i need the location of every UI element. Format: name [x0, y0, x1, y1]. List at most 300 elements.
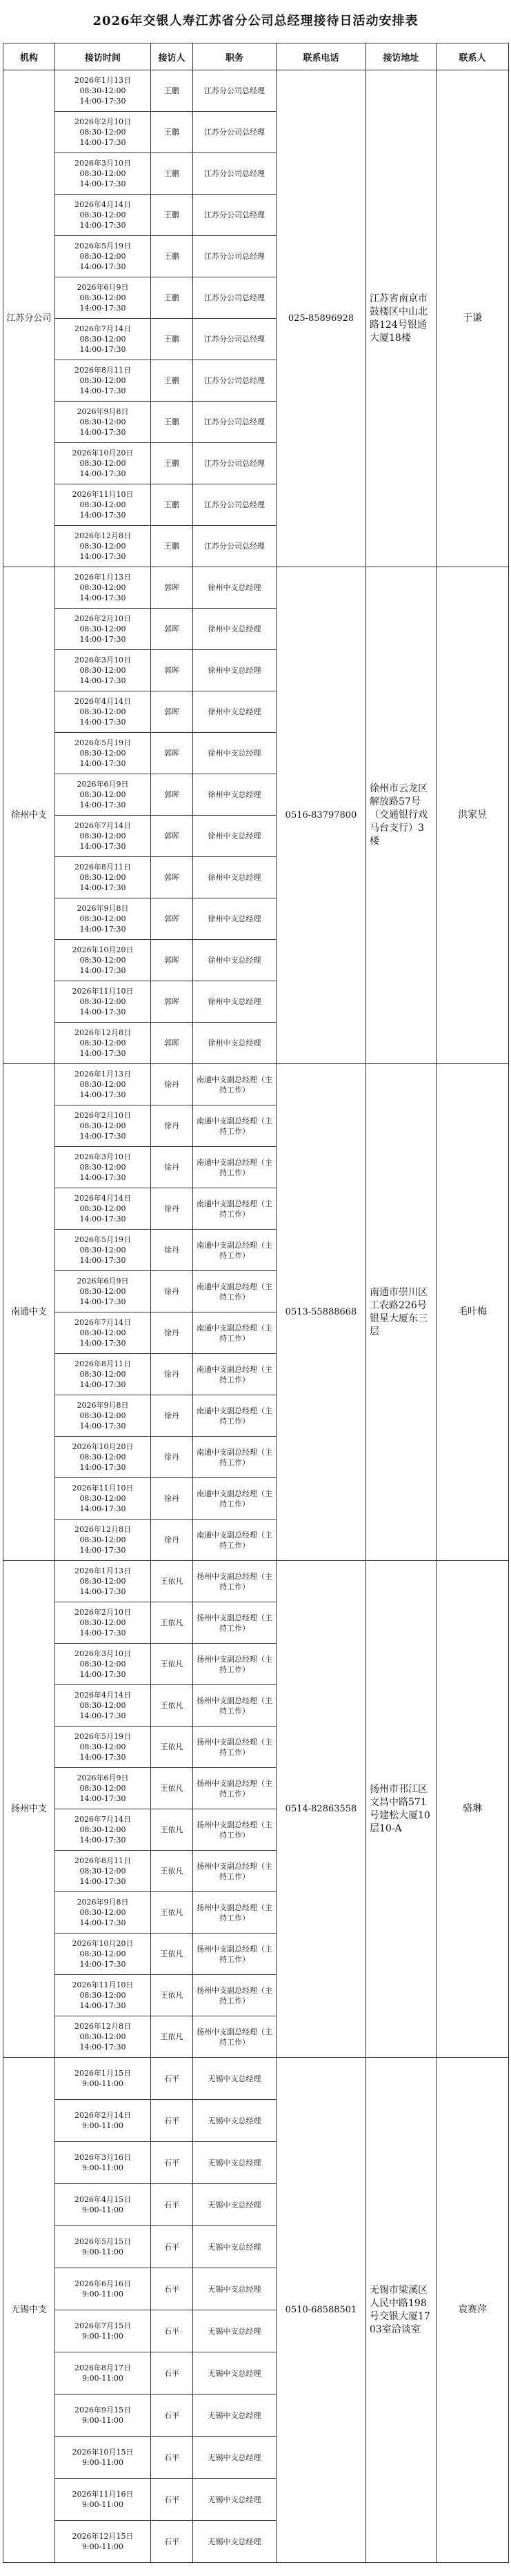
position-cell: 徐州中支总经理 [193, 650, 277, 691]
header-address: 接访地址 [366, 43, 437, 70]
person-cell: 郭晖 [151, 691, 193, 733]
visit-time-am: 08:30-12:00 [79, 335, 126, 344]
time-cell [55, 1685, 151, 1727]
person-cell: 王依凡 [151, 1892, 193, 1934]
visit-time-pm: 14:00-17:30 [79, 593, 126, 602]
person-cell: 郭晖 [151, 567, 193, 609]
time-cell [55, 2352, 151, 2395]
time-cell [55, 1271, 151, 1312]
person-cell: 郭晖 [151, 816, 193, 857]
time-cell [55, 774, 151, 816]
time-cell [55, 898, 151, 940]
time-cell [55, 1934, 151, 1975]
visit-time-pm: 14:00-17:30 [79, 304, 126, 313]
person-cell: 王依凡 [151, 1975, 193, 2016]
visit-time-am: 9:00-11:00 [81, 2458, 124, 2467]
visit-date: 2026年10月20日 [72, 945, 134, 954]
visit-time-pm: 14:00-17:30 [79, 1380, 126, 1389]
position-cell: 扬州中支副总经理（主持工作） [193, 2016, 277, 2058]
page-title: 2026年交银人寿江苏省分公司总经理接待日活动安排表 [92, 14, 419, 28]
time-cell [55, 2184, 151, 2226]
visit-time-am: 08:30-12:00 [79, 956, 126, 965]
position-cell: 无锡中支总经理 [193, 2437, 277, 2479]
time-cell [55, 1975, 151, 2016]
header-org: 机构 [3, 43, 55, 70]
visit-date: 2026年2月10日 [74, 614, 131, 623]
visit-date: 2026年5月19日 [74, 1732, 131, 1741]
person-cell: 郭晖 [151, 650, 193, 691]
visit-date: 2026年9月8日 [77, 1401, 129, 1410]
position-cell: 江苏分公司总经理 [193, 236, 277, 277]
phone-cell: 0516-83797800 [277, 567, 366, 1064]
visit-time-am: 9:00-11:00 [81, 2542, 124, 2551]
header-row [3, 43, 509, 70]
visit-time-am: 08:30-12:00 [79, 707, 126, 716]
address-cell: 江苏省南京市鼓楼区中山北路124号银通大厦18楼 [366, 70, 437, 567]
visit-time-pm: 14:00-17:30 [79, 1960, 126, 1969]
time-cell [55, 112, 151, 153]
person-cell: 郭晖 [151, 1023, 193, 1064]
visit-time-pm: 14:00-17:30 [79, 1587, 126, 1596]
visit-date: 2026年2月10日 [74, 1608, 131, 1617]
visit-time-pm: 14:00-17:30 [79, 1132, 126, 1141]
person-cell: 王鹏 [151, 153, 193, 195]
position-cell: 江苏分公司总经理 [193, 277, 277, 319]
person-cell: 王鹏 [151, 402, 193, 443]
visit-date: 2026年4月14日 [74, 1194, 131, 1203]
position-cell: 南通中支副总经理（主持工作） [193, 1520, 277, 1561]
visit-date: 2026年12月8日 [74, 1028, 131, 1037]
time-cell [55, 567, 151, 609]
person-cell: 王依凡 [151, 1851, 193, 1892]
position-cell: 无锡中支总经理 [193, 2184, 277, 2226]
position-cell: 江苏分公司总经理 [193, 484, 277, 526]
schedule-body [3, 70, 509, 2563]
position-cell: 扬州中支副总经理（主持工作） [193, 1809, 277, 1851]
person-cell: 石平 [151, 2310, 193, 2352]
visit-date: 2026年3月10日 [74, 1152, 131, 1161]
visit-date: 2026年9月15日 [74, 2406, 131, 2415]
position-cell: 无锡中支总经理 [193, 2521, 277, 2563]
contact-cell: 洪家昱 [437, 567, 509, 1064]
person-cell: 徐丹 [151, 1064, 193, 1105]
visit-time-pm: 14:00-17:30 [79, 1173, 126, 1182]
time-cell [55, 443, 151, 484]
time-cell [55, 1437, 151, 1478]
time-cell [55, 2268, 151, 2310]
position-cell: 扬州中支副总经理（主持工作） [193, 1851, 277, 1892]
time-cell [55, 484, 151, 526]
time-cell [55, 1354, 151, 1395]
position-cell: 徐州中支总经理 [193, 1023, 277, 1064]
person-cell: 石平 [151, 2479, 193, 2521]
visit-time-pm: 14:00-17:30 [79, 759, 126, 768]
position-cell: 无锡中支总经理 [193, 2226, 277, 2268]
time-cell [55, 195, 151, 236]
person-cell: 王鹏 [151, 360, 193, 402]
person-cell: 王依凡 [151, 2016, 193, 2058]
visit-time-am: 08:30-12:00 [79, 542, 126, 551]
visit-time-pm: 14:00-17:30 [79, 1256, 126, 1265]
time-cell [55, 2226, 151, 2268]
visit-time-am: 08:30-12:00 [79, 86, 126, 95]
visit-date: 2026年6月9日 [77, 780, 129, 789]
time-cell [55, 1478, 151, 1520]
visit-date: 2026年7月14日 [74, 1815, 131, 1824]
visit-time-pm: 14:00-17:30 [79, 1007, 126, 1016]
phone-cell: 0513-55888668 [277, 1064, 366, 1561]
position-cell: 南通中支副总经理（主持工作） [193, 1354, 277, 1395]
visit-time-am: 08:30-12:00 [79, 914, 126, 923]
person-cell: 石平 [151, 2184, 193, 2226]
table-row [3, 1064, 509, 1105]
visit-time-pm: 14:00-17:30 [79, 138, 126, 147]
time-cell [55, 650, 151, 691]
person-cell: 徐丹 [151, 1520, 193, 1561]
visit-time-pm: 14:00-17:30 [79, 386, 126, 395]
visit-time-am: 08:30-12:00 [79, 1121, 126, 1130]
time-cell [55, 2310, 151, 2352]
visit-time-am: 08:30-12:00 [79, 1867, 126, 1876]
visit-date: 2026年11月10日 [72, 1484, 134, 1493]
person-cell: 石平 [151, 2395, 193, 2437]
person-cell: 王依凡 [151, 1561, 193, 1602]
person-cell: 郭晖 [151, 898, 193, 940]
time-cell [55, 857, 151, 898]
visit-time-am: 08:30-12:00 [79, 583, 126, 592]
time-cell [55, 70, 151, 112]
time-cell [55, 1023, 151, 1064]
visit-date: 2026年3月10日 [74, 656, 131, 665]
person-cell: 石平 [151, 2142, 193, 2184]
time-cell [55, 691, 151, 733]
phone-cell: 0510-68588501 [277, 2058, 366, 2563]
visit-time-pm: 14:00-17:30 [79, 718, 126, 727]
visit-time-pm: 14:00-17:30 [79, 1877, 126, 1886]
visit-date: 2026年8月11日 [74, 1359, 131, 1368]
table-row [3, 2058, 509, 2100]
person-cell: 石平 [151, 2268, 193, 2310]
position-cell: 江苏分公司总经理 [193, 319, 277, 360]
time-cell [55, 2479, 151, 2521]
person-cell: 郭晖 [151, 857, 193, 898]
visit-date: 2026年7月14日 [74, 821, 131, 830]
position-cell: 南通中支副总经理（主持工作） [193, 1478, 277, 1520]
position-cell: 扬州中支副总经理（主持工作） [193, 1975, 277, 2016]
table-row [3, 567, 509, 609]
visit-time-am: 08:30-12:00 [79, 1535, 126, 1544]
visit-date: 2026年8月11日 [74, 863, 131, 872]
visit-time-am: 08:30-12:00 [79, 376, 126, 385]
time-cell [55, 402, 151, 443]
time-cell [55, 1188, 151, 1230]
visit-time-am: 08:30-12:00 [79, 417, 126, 426]
visit-time-am: 08:30-12:00 [79, 1080, 126, 1089]
visit-date: 2026年7月14日 [74, 1318, 131, 1327]
visit-date: 2026年6月16日 [74, 2279, 131, 2288]
visit-date: 2026年9月8日 [77, 904, 129, 913]
time-cell [55, 2437, 151, 2479]
visit-time-am: 08:30-12:00 [79, 1328, 126, 1337]
person-cell: 徐丹 [151, 1105, 193, 1147]
time-cell [55, 153, 151, 195]
position-cell: 扬州中支副总经理（主持工作） [193, 1768, 277, 1809]
person-cell: 石平 [151, 2058, 193, 2100]
visit-time-am: 08:30-12:00 [79, 1991, 126, 2000]
person-cell: 王鹏 [151, 236, 193, 277]
position-cell: 徐州中支总经理 [193, 857, 277, 898]
visit-time-pm: 14:00-17:30 [79, 345, 126, 354]
visit-time-pm: 14:00-17:30 [79, 1711, 126, 1720]
position-cell: 无锡中支总经理 [193, 2352, 277, 2395]
time-cell [55, 1312, 151, 1354]
visit-time-am: 9:00-11:00 [81, 2290, 124, 2299]
time-cell [55, 1561, 151, 1602]
person-cell: 徐丹 [151, 1354, 193, 1395]
visit-date: 2026年5月19日 [74, 738, 131, 747]
person-cell: 王鹏 [151, 112, 193, 153]
phone-cell: 025-85896928 [277, 70, 366, 567]
visit-date: 2026年10月20日 [72, 449, 134, 458]
time-cell [55, 733, 151, 774]
time-cell [55, 319, 151, 360]
org-cell: 无锡中支 [3, 2058, 55, 2563]
position-cell: 无锡中支总经理 [193, 2268, 277, 2310]
contact-cell: 骆琳 [437, 1561, 509, 2058]
visit-time-am: 08:30-12:00 [79, 1825, 126, 1834]
person-cell: 王鹏 [151, 484, 193, 526]
visit-time-am: 08:30-12:00 [79, 1246, 126, 1255]
visit-time-am: 08:30-12:00 [79, 500, 126, 509]
header-phone: 联系电话 [277, 43, 366, 70]
position-cell: 扬州中支副总经理（主持工作） [193, 1892, 277, 1934]
position-cell: 无锡中支总经理 [193, 2100, 277, 2142]
visit-date: 2026年2月14日 [74, 2111, 131, 2120]
visit-date: 2026年6月9日 [77, 283, 129, 292]
visit-date: 2026年2月10日 [74, 1111, 131, 1120]
time-cell [55, 1105, 151, 1147]
visit-time-am: 9:00-11:00 [81, 2079, 124, 2088]
person-cell: 石平 [151, 2226, 193, 2268]
position-cell: 江苏分公司总经理 [193, 443, 277, 484]
time-cell [55, 2521, 151, 2563]
visit-time-am: 08:30-12:00 [79, 1370, 126, 1379]
person-cell: 王依凡 [151, 1644, 193, 1685]
org-cell: 南通中支 [3, 1064, 55, 1561]
time-cell [55, 1230, 151, 1271]
time-cell [55, 1520, 151, 1561]
person-cell: 石平 [151, 2437, 193, 2479]
visit-date: 2026年11月10日 [72, 987, 134, 996]
person-cell: 郭晖 [151, 774, 193, 816]
person-cell: 王鹏 [151, 319, 193, 360]
position-cell: 南通中支副总经理（主持工作） [193, 1147, 277, 1188]
visit-date: 2026年11月16日 [72, 2490, 134, 2499]
time-cell [55, 236, 151, 277]
visit-time-pm: 14:00-17:30 [79, 552, 126, 561]
position-cell: 江苏分公司总经理 [193, 360, 277, 402]
visit-time-pm: 14:00-17:30 [79, 1422, 126, 1430]
visit-time-am: 9:00-11:00 [81, 2374, 124, 2383]
header-position: 职务 [193, 43, 277, 70]
visit-time-am: 08:30-12:00 [79, 1784, 126, 1793]
time-cell [55, 277, 151, 319]
visit-time-am: 08:30-12:00 [79, 1039, 126, 1048]
visit-time-am: 9:00-11:00 [81, 2416, 124, 2425]
position-cell: 徐州中支总经理 [193, 733, 277, 774]
visit-time-am: 9:00-11:00 [81, 2121, 124, 2130]
visit-time-am: 08:30-12:00 [79, 1163, 126, 1172]
visit-date: 2026年7月14日 [74, 324, 131, 333]
time-cell [55, 1644, 151, 1685]
visit-date: 2026年11月10日 [72, 1980, 134, 1989]
visit-date: 2026年5月19日 [74, 1235, 131, 1244]
visit-date: 2026年4月15日 [74, 2195, 131, 2204]
visit-time-am: 08:30-12:00 [79, 252, 126, 261]
person-cell: 郭晖 [151, 609, 193, 650]
position-cell: 扬州中支副总经理（主持工作） [193, 1685, 277, 1727]
visit-time-am: 08:30-12:00 [79, 169, 126, 178]
person-cell: 徐丹 [151, 1230, 193, 1271]
position-cell: 无锡中支总经理 [193, 2142, 277, 2184]
person-cell: 王鹏 [151, 195, 193, 236]
person-cell: 徐丹 [151, 1312, 193, 1354]
visit-date: 2026年3月10日 [74, 1649, 131, 1658]
time-cell [55, 2142, 151, 2184]
person-cell: 徐丹 [151, 1437, 193, 1478]
visit-date: 2026年1月13日 [74, 1070, 131, 1079]
time-cell [55, 526, 151, 567]
visit-time-pm: 14:00-17:30 [79, 966, 126, 975]
position-cell: 南通中支副总经理（主持工作） [193, 1395, 277, 1437]
person-cell: 郭晖 [151, 940, 193, 981]
visit-date: 2026年11月10日 [72, 490, 134, 499]
position-cell: 南通中支副总经理（主持工作） [193, 1188, 277, 1230]
time-cell [55, 360, 151, 402]
visit-time-pm: 14:00-17:30 [79, 800, 126, 809]
visit-date: 2026年6月9日 [77, 1773, 129, 1782]
position-cell: 扬州中支副总经理（主持工作） [193, 1727, 277, 1768]
position-cell: 无锡中支总经理 [193, 2395, 277, 2437]
position-cell: 徐州中支总经理 [193, 816, 277, 857]
person-cell: 石平 [151, 2100, 193, 2142]
time-cell [55, 2016, 151, 2058]
visit-time-pm: 14:00-17:30 [79, 221, 126, 230]
table-row [3, 1561, 509, 1602]
person-cell: 王鹏 [151, 526, 193, 567]
visit-time-am: 08:30-12:00 [79, 210, 126, 219]
org-cell: 徐州中支 [3, 567, 55, 1064]
visit-time-pm: 14:00-17:30 [79, 2001, 126, 2010]
visit-date: 2026年12月8日 [74, 531, 131, 540]
address-cell: 无锡市梁溪区人民中路198号交银大厦1703室洽谈室 [366, 2058, 437, 2563]
time-cell [55, 2395, 151, 2437]
visit-time-pm: 14:00-17:30 [79, 428, 126, 437]
visit-date: 2026年4月14日 [74, 1691, 131, 1700]
visit-date: 2026年3月16日 [74, 2153, 131, 2162]
visit-date: 2026年10月20日 [72, 1442, 134, 1451]
person-cell: 王依凡 [151, 1685, 193, 1727]
visit-time-am: 08:30-12:00 [79, 1908, 126, 1917]
visit-time-pm: 14:00-17:30 [79, 2043, 126, 2052]
position-cell: 无锡中支总经理 [193, 2058, 277, 2100]
org-cell: 江苏分公司 [3, 70, 55, 567]
visit-date: 2026年7月15日 [74, 2321, 131, 2330]
position-cell: 南通中支副总经理（主持工作） [193, 1271, 277, 1312]
visit-time-am: 08:30-12:00 [79, 1287, 126, 1296]
time-cell [55, 981, 151, 1023]
visit-time-am: 08:30-12:00 [79, 1577, 126, 1586]
visit-time-pm: 14:00-17:30 [79, 1836, 126, 1845]
header-time: 接访时间 [55, 43, 151, 70]
visit-time-pm: 14:00-17:30 [79, 1753, 126, 1762]
visit-date: 2026年6月9日 [77, 1277, 129, 1286]
visit-time-pm: 14:00-17:30 [79, 1629, 126, 1638]
visit-date: 2026年2月10日 [74, 117, 131, 126]
visit-time-pm: 14:00-17:30 [79, 635, 126, 644]
table-row [3, 70, 509, 112]
visit-date: 2026年1月13日 [74, 1566, 131, 1575]
visit-date: 2026年8月11日 [74, 366, 131, 375]
visit-time-pm: 14:00-17:30 [79, 1504, 126, 1513]
visit-time-pm: 14:00-17:30 [79, 1918, 126, 1927]
address-cell: 徐州市云龙区解放路57号（交通银行戏马台支行）3楼 [366, 567, 437, 1064]
visit-time-am: 08:30-12:00 [79, 1204, 126, 1213]
person-cell: 石平 [151, 2352, 193, 2395]
person-cell: 石平 [151, 2521, 193, 2563]
time-cell [55, 1395, 151, 1437]
position-cell: 扬州中支副总经理（主持工作） [193, 1644, 277, 1685]
visit-time-am: 08:30-12:00 [79, 1949, 126, 1958]
visit-time-am: 08:30-12:00 [79, 873, 126, 882]
person-cell: 徐丹 [151, 1147, 193, 1188]
time-cell [55, 816, 151, 857]
visit-time-am: 08:30-12:00 [79, 625, 126, 633]
visit-time-pm: 14:00-17:30 [79, 1339, 126, 1348]
position-cell: 江苏分公司总经理 [193, 112, 277, 153]
phone-cell: 0514-82863558 [277, 1561, 366, 2058]
schedule-table [3, 43, 509, 2563]
visit-date: 2026年12月15日 [72, 2532, 134, 2541]
person-cell: 郭晖 [151, 981, 193, 1023]
time-cell [55, 1602, 151, 1644]
visit-date: 2026年1月13日 [74, 76, 131, 85]
visit-date: 2026年3月10日 [74, 159, 131, 168]
visit-date: 2026年8月17日 [74, 2363, 131, 2372]
visit-time-pm: 14:00-17:30 [79, 1049, 126, 1058]
time-cell [55, 1064, 151, 1105]
visit-time-am: 9:00-11:00 [81, 2248, 124, 2257]
contact-cell: 毛叶梅 [437, 1064, 509, 1561]
visit-time-am: 08:30-12:00 [79, 1742, 126, 1751]
visit-time-pm: 14:00-17:30 [79, 1297, 126, 1306]
time-cell [55, 1851, 151, 1892]
person-cell: 徐丹 [151, 1188, 193, 1230]
person-cell: 王依凡 [151, 1809, 193, 1851]
visit-time-pm: 14:00-17:30 [79, 511, 126, 520]
position-cell: 徐州中支总经理 [193, 898, 277, 940]
visit-time-am: 08:30-12:00 [79, 749, 126, 758]
position-cell: 扬州中支副总经理（主持工作） [193, 1561, 277, 1602]
position-cell: 徐州中支总经理 [193, 609, 277, 650]
visit-time-am: 08:30-12:00 [79, 997, 126, 1006]
visit-date: 2026年9月8日 [77, 407, 129, 416]
person-cell: 王依凡 [151, 1727, 193, 1768]
position-cell: 无锡中支总经理 [193, 2479, 277, 2521]
visit-date: 2026年12月8日 [74, 1525, 131, 1534]
person-cell: 王依凡 [151, 1934, 193, 1975]
person-cell: 王依凡 [151, 1768, 193, 1809]
